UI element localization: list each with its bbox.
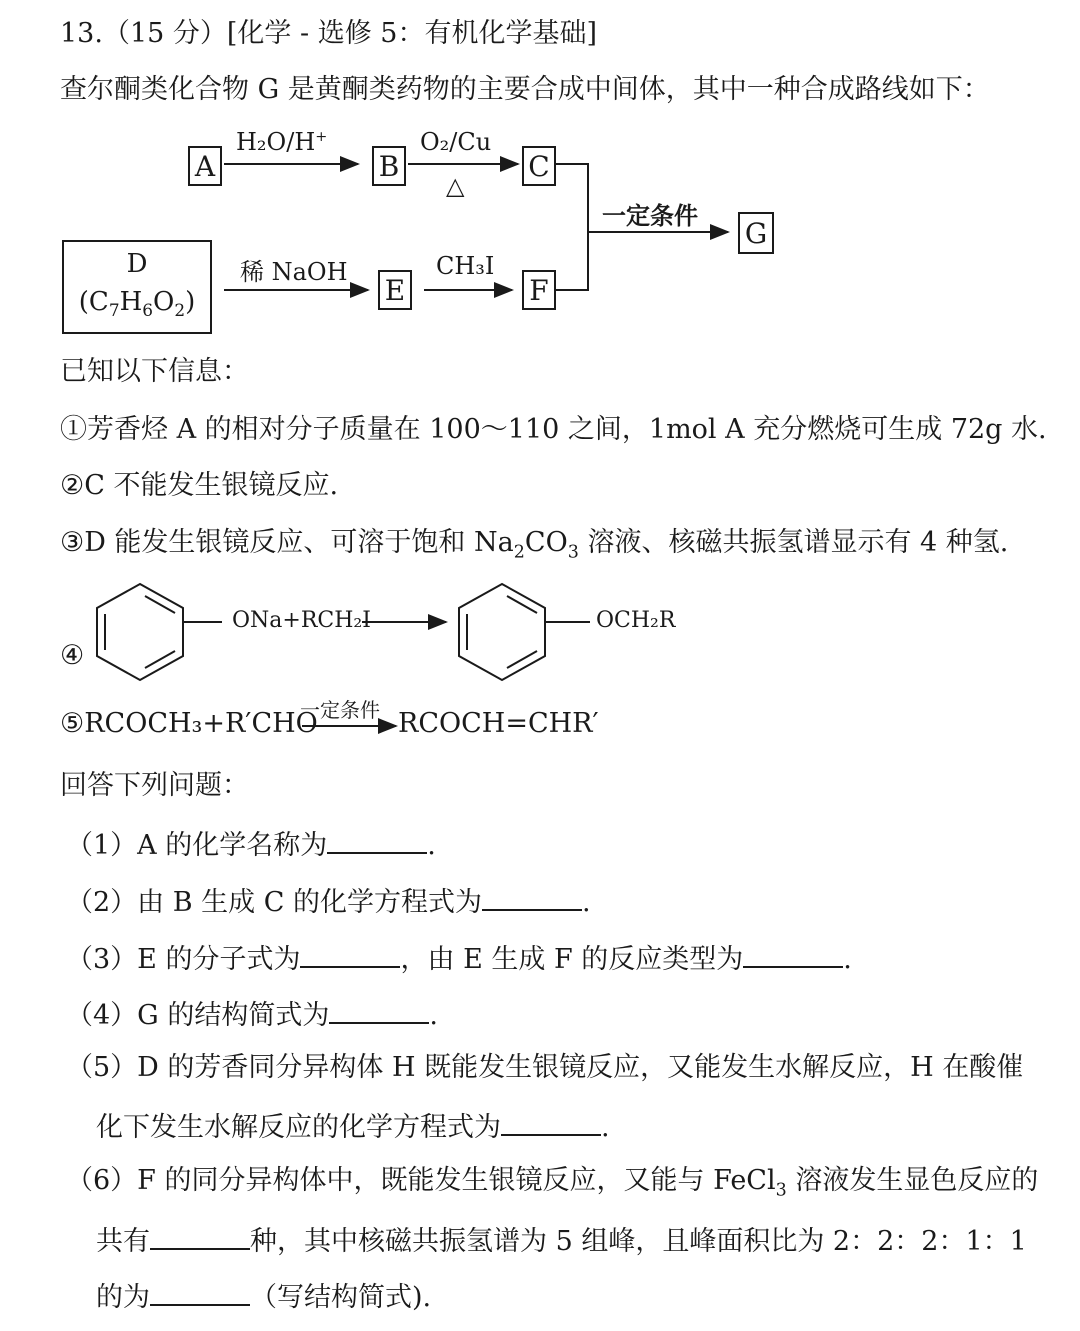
answer-blank-2[interactable]	[482, 883, 582, 911]
answer-blank-3b[interactable]	[743, 940, 843, 968]
item5-condition: 一定条件	[300, 698, 380, 722]
answer-blank-6b[interactable]	[150, 1278, 250, 1306]
answer-blank-4[interactable]	[329, 996, 429, 1024]
connector-c-f	[556, 164, 588, 290]
condition-b-to-c-heat: △	[446, 172, 465, 200]
question-intro: 查尔酮类化合物 G 是黄酮类药物的主要合成中间体，其中一种合成路线如下：	[60, 74, 990, 105]
condition-e-to-f: CH₃I	[436, 252, 495, 280]
compound-d-label: D	[126, 248, 148, 279]
answer-blank-3a[interactable]	[300, 940, 400, 968]
compound-a-box: A	[188, 146, 222, 186]
question-4: （4）G 的结构简式为 .	[66, 996, 438, 1032]
question-6-line-1: （6）F 的同分异构体中，既能发生银镜反应，又能与 FeCl$_3$ 溶液发生显色反应的	[66, 1165, 1039, 1201]
known-info-item-1: ①芳香烃 A 的相对分子质量在 100～110 之间，1mol A 充分燃烧可生成 72g 水.	[60, 414, 1047, 445]
item4-product-text: OCH₂R	[596, 608, 676, 633]
question-number-title: 13.（15 分）[化学 - 选修 5：有机化学基础]	[60, 18, 597, 49]
compound-b-box: B	[372, 146, 406, 186]
question-5-line-1: （5）D 的芳香同分异构体 H 既能发生银镜反应，又能发生水解反应，H 在酸催	[66, 1052, 1024, 1083]
compound-d-formula: $(C_7H_6O_2)$	[78, 286, 196, 321]
answer-blank-6a[interactable]	[150, 1222, 250, 1250]
compound-c-box: C	[522, 146, 556, 186]
benzene-ring-right	[459, 584, 590, 680]
compound-f-box: F	[522, 270, 556, 310]
condition-a-to-b: H₂O/H+	[236, 128, 328, 156]
item4-reactant-text: ONa+RCH₂I	[232, 608, 371, 633]
known-info-item-2: ②C 不能发生银镜反应.	[60, 470, 339, 501]
known-info-heading: 已知以下信息：	[60, 356, 249, 387]
condition-b-to-c-top: O₂/Cu	[420, 128, 492, 156]
compound-e-box: E	[378, 270, 412, 310]
question-6-line-2: 共有 种，其中核磁共振氢谱为 5 组峰，且峰面积比为 2：2：2：1：1	[96, 1222, 1027, 1258]
benzene-ring-left	[97, 584, 222, 680]
condition-d-to-e: 稀 NaOH	[240, 258, 348, 286]
questions-heading: 回答下列问题：	[60, 770, 249, 801]
compound-g-box: G	[738, 212, 774, 254]
question-5-line-2: 化下发生水解反应的化学方程式为 .	[96, 1108, 610, 1144]
question-1: （1）A 的化学名称为 .	[66, 826, 436, 862]
known-info-item-5-left: ⑤RCOCH₃+R′CHO	[60, 708, 318, 739]
answer-blank-5[interactable]	[501, 1108, 601, 1136]
known-info-item-3: ③D 能发生银镜反应、可溶于饱和 $Na_2CO_3$ 溶液、核磁共振氢谱显示有 4 种氢.	[60, 527, 1009, 563]
question-3: （3）E 的分子式为 ，由 E 生成 F 的反应类型为 .	[66, 940, 852, 976]
question-6-line-3: 的为 （写结构简式).	[96, 1278, 431, 1314]
compound-d-box	[62, 240, 212, 334]
answer-blank-1[interactable]	[327, 826, 427, 854]
question-2: （2）由 B 生成 C 的化学方程式为 .	[66, 883, 591, 919]
known-info-item-5-right: RCOCH=CHR′	[398, 708, 599, 739]
condition-to-g: 一定条件	[602, 201, 698, 230]
known-info-item-4-label: ④	[60, 640, 85, 671]
